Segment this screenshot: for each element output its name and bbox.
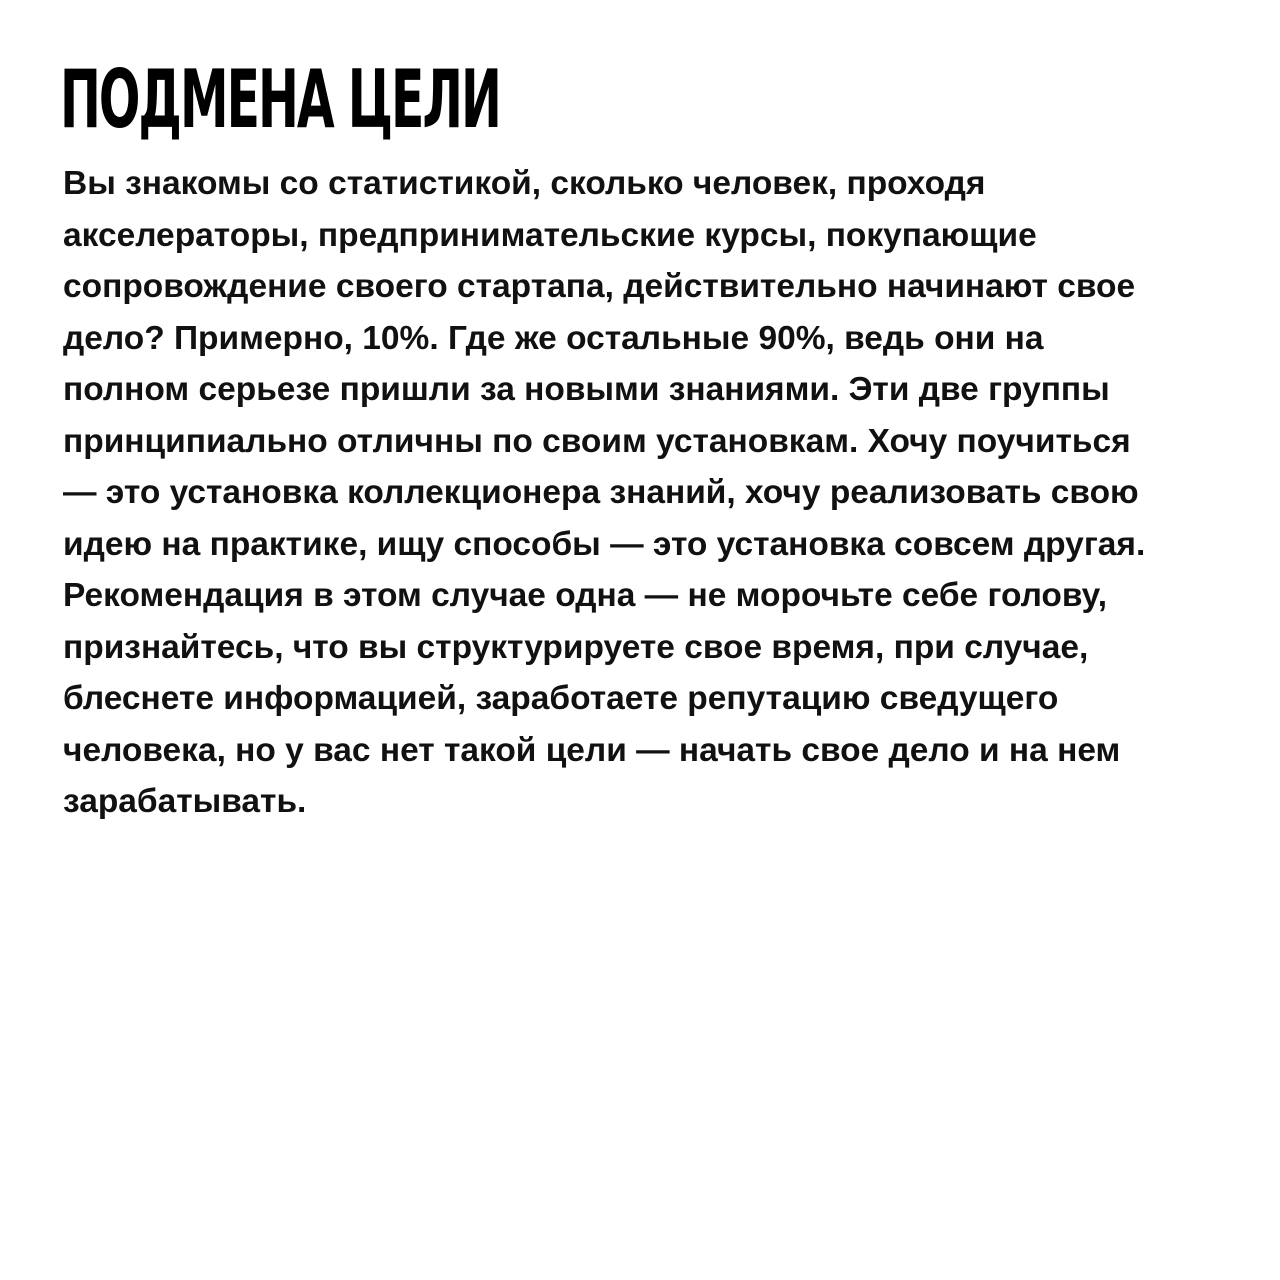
body-paragraph bbox=[63, 158, 1263, 828]
paragraph-line: — это установка коллекционера знаний, хочу реализовать свою bbox=[63, 474, 1139, 511]
paragraph-line: блеснете информацией, заработаете репутацию сведущего bbox=[63, 680, 1059, 717]
page-title: ПОДМЕНА ЦЕЛИ bbox=[60, 53, 500, 147]
paragraph-line: зарабатывать. bbox=[63, 783, 307, 820]
paragraph-line: Рекомендация в этом случае одна — не морочьте себе голову, bbox=[63, 577, 1108, 614]
paragraph-line: сопровождение своего стартапа, действительно начинают свое bbox=[63, 268, 1136, 305]
paragraph-line: человека, но у вас нет такой цели — начать свое дело и на нем bbox=[63, 731, 1121, 769]
paragraph-line: акселераторы, предпринимательские курсы, покупающие bbox=[63, 216, 1037, 254]
paragraph-line: идею на практике, ищу способы — это установка совсем другая. bbox=[63, 525, 1146, 563]
paragraph-line: Вы знакомы со статистикой, сколько человек, проходя bbox=[63, 165, 986, 202]
paragraph-line: полном серьезе пришли за новыми знаниями. Эти две группы bbox=[63, 371, 1110, 408]
paragraph-line: дело? Примерно, 10%. Где же остальные 90%, ведь они на bbox=[63, 319, 1044, 357]
paragraph-line: признайтесь, что вы структурируете свое время, при случае, bbox=[63, 628, 1089, 666]
paragraph-line: принципиально отличны по своим установкам. Хочу поучиться bbox=[63, 422, 1131, 460]
